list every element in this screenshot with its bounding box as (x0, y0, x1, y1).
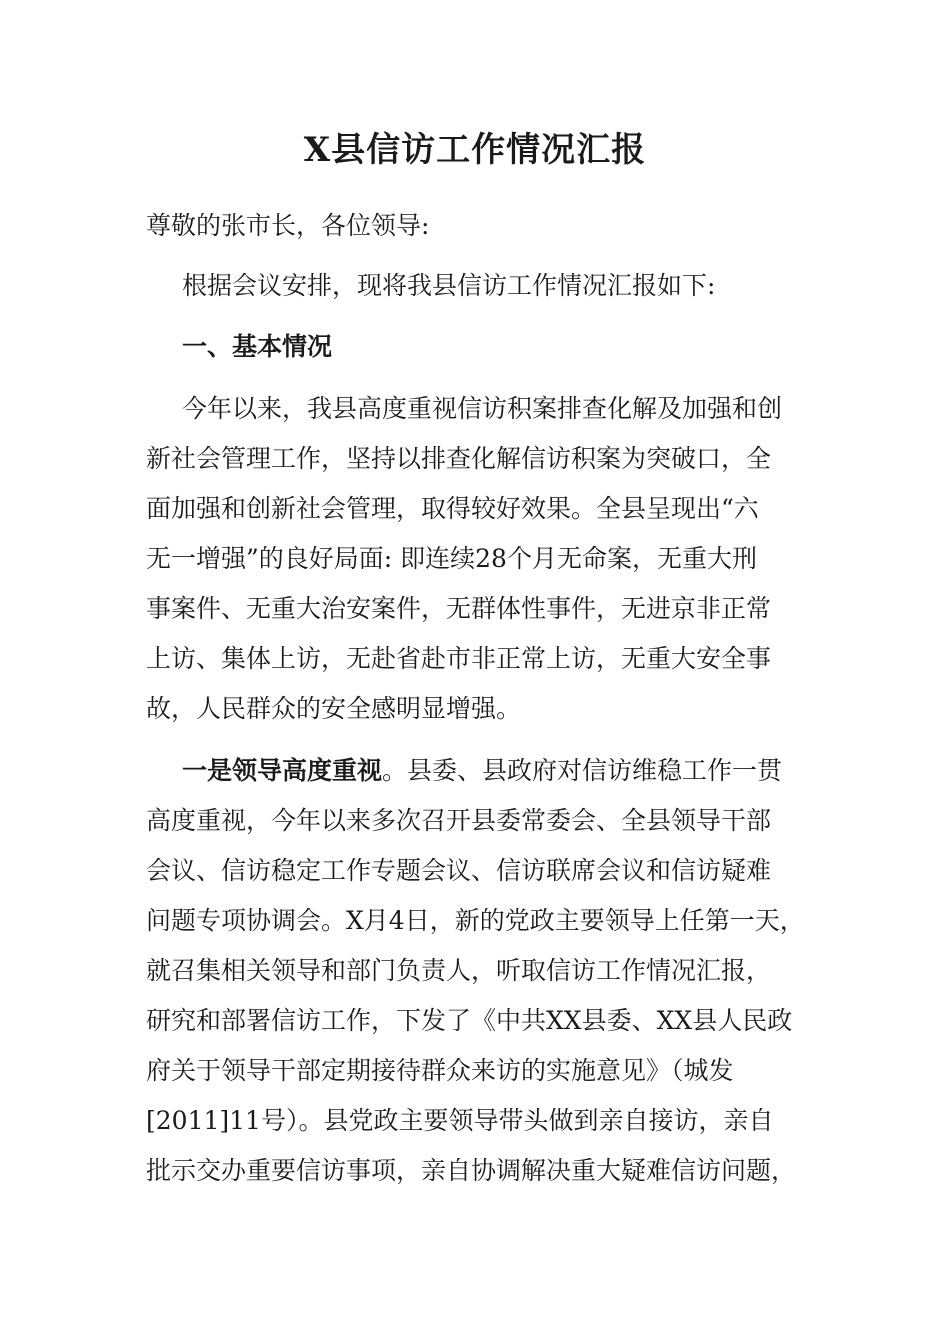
para2-line: 批示交办重要信访事项，亲自协调解决重大疑难信访问题， (146, 1156, 797, 1185)
para1-line: 今年以来，我县高度重视信访积案排查化解及加强和创 (182, 394, 783, 423)
para2-line: 府关于领导干部定期接待群众来访的实施意见》（城发 (146, 1056, 734, 1085)
para2-line: [2011]11号）。县党政主要领导带头做到亲自接访，亲自 (146, 1106, 774, 1135)
para2-line: 研究和部署信访工作，下发了《中共XX县委、XX县人民政 (146, 1006, 793, 1035)
para1-line: 故，人民群众的安全感明显增强。 (146, 694, 522, 723)
para2-line: 高度重视，今年以来多次召开县委常委会、全县领导干部 (146, 806, 772, 835)
para2-bold-lead: 一是领导高度重视 (182, 756, 383, 785)
document-title: X县信访工作情况汇报 (303, 130, 647, 170)
para2-line: 会议、信访稳定工作专题会议、信访联席会议和信访疑难 (146, 856, 772, 885)
salutation: 尊敬的张市长，各位领导: (146, 211, 430, 240)
section-heading-basic: 一、基本情况 (182, 332, 333, 361)
intro-paragraph: 根据会议安排，现将我县信访工作情况汇报如下: (182, 271, 716, 300)
para2-line: 就召集相关领导和部门负责人，听取信访工作情况汇报， (146, 956, 772, 985)
para2-line: 问题专项协调会。X月4日，新的党政主要领导上任第一天， (146, 906, 805, 935)
para1-line: 面加强和创新社会管理，取得较好效果。全县呈现出“六 (146, 494, 759, 523)
para1-line: 事案件、无重大治安案件，无群体性事件，无进京非正常 (146, 594, 772, 623)
para2-line: 。县委、县政府对信访维稳工作一贯 (382, 756, 783, 785)
para2-first-line (182, 753, 782, 789)
para1-line: 上访、集体上访，无赴省赴市非正常上访，无重大安全事 (146, 644, 772, 673)
para1-line: 无一增强”的良好局面: 即连续28个月无命案，无重大刑 (146, 544, 757, 573)
para1-line: 新社会管理工作，坚持以排查化解信访积案为突破口，全 (146, 444, 772, 473)
